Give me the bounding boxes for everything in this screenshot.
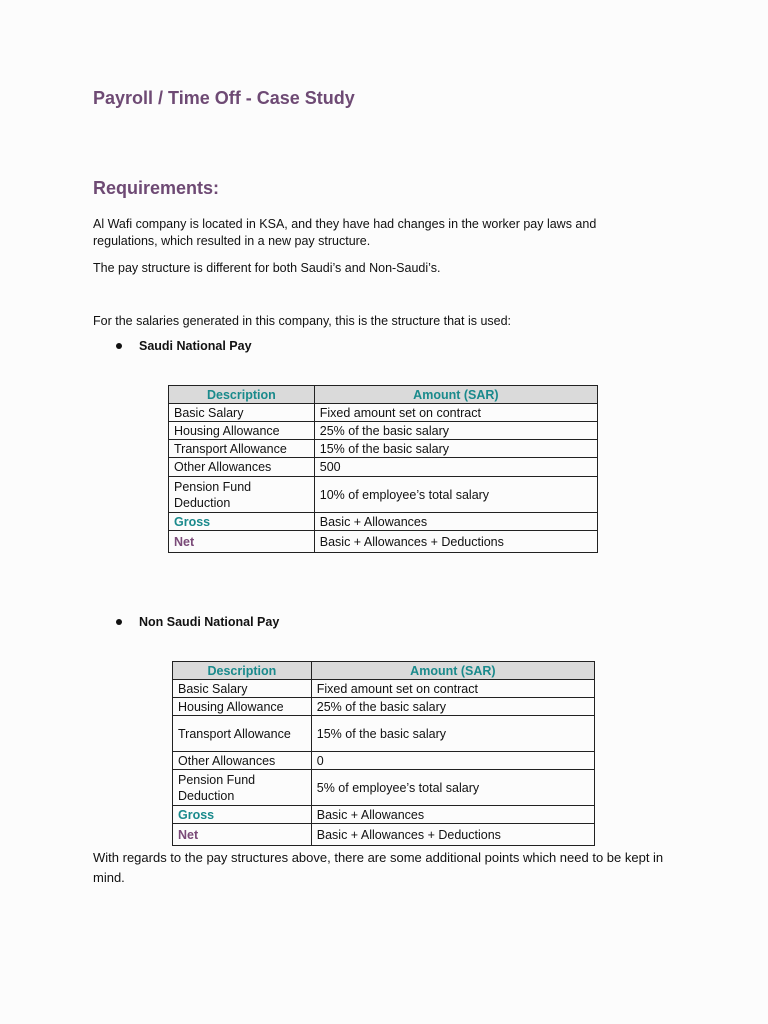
row-amount: 25% of the basic salary [314,422,597,440]
row-description: Housing Allowance [173,698,312,716]
saudi-bullet-label: Saudi National Pay [139,339,252,353]
requirements-heading: Requirements: [93,178,220,198]
amount-header: Amount (SAR) [314,386,597,404]
table-row [173,680,595,698]
table-row [173,770,595,806]
net-label: Net [169,531,315,553]
table-row [169,531,598,553]
row-amount: 0 [311,752,594,770]
row-description: Basic Salary [169,404,315,422]
table-header-row [173,662,595,680]
saudi-pay-table [168,385,598,553]
row-amount: 5% of employee’s total salary [311,770,594,806]
row-amount: Basic + Allowances [311,806,594,824]
non-saudi-pay-table [172,661,595,846]
table-row [173,716,595,752]
description-header: Description [169,386,315,404]
gross-label: Gross [173,806,312,824]
row-amount: Fixed amount set on contract [311,680,594,698]
table-row [173,806,595,824]
non-saudi-bullet [116,615,279,629]
table-row [169,477,598,513]
non-saudi-bullet-label: Non Saudi National Pay [139,615,280,629]
row-description: Pension Fund Deduction [169,477,315,513]
row-description: Transport Allowance [173,716,312,752]
row-amount: 500 [314,458,597,477]
bullet-dot-icon [116,343,122,349]
closing-paragraph: With regards to the pay structures above, there are some additional points which need to be kept in mind. [93,850,664,885]
gross-label: Gross [169,513,315,531]
bullet-dot-icon [116,619,122,625]
row-amount: Fixed amount set on contract [314,404,597,422]
intro-paragraph: Al Wafi company is located in KSA, and they have had changes in the worker pay laws and regulations, which resulted in a new pay structure. [93,217,597,248]
row-description: Transport Allowance [169,440,315,458]
row-description: Basic Salary [173,680,312,698]
row-amount: 10% of employee’s total salary [314,477,597,513]
row-description: Pension Fund Deduction [173,770,312,806]
amount-header: Amount (SAR) [311,662,594,680]
table-row [173,824,595,846]
table-row [173,698,595,716]
table-row [173,752,595,770]
table-header-row [169,386,598,404]
saudi-bullet [116,339,252,353]
description-header: Description [173,662,312,680]
row-description: Other Allowances [169,458,315,477]
difference-paragraph: The pay structure is different for both Saudi’s and Non-Saudi’s. [93,261,441,275]
row-description: Housing Allowance [169,422,315,440]
page-title: Payroll / Time Off - Case Study [93,88,355,108]
table-row [169,458,598,477]
table-row [169,440,598,458]
row-amount: 15% of the basic salary [314,440,597,458]
row-amount: Basic + Allowances + Deductions [314,531,597,553]
table-row [169,404,598,422]
structure-intro-paragraph: For the salaries generated in this company, this is the structure that is used: [93,314,512,328]
row-amount: 25% of the basic salary [311,698,594,716]
row-amount: Basic + Allowances [314,513,597,531]
table-row [169,513,598,531]
row-description: Other Allowances [173,752,312,770]
net-label: Net [173,824,312,846]
row-amount: 15% of the basic salary [311,716,594,752]
row-amount: Basic + Allowances + Deductions [311,824,594,846]
table-row [169,422,598,440]
